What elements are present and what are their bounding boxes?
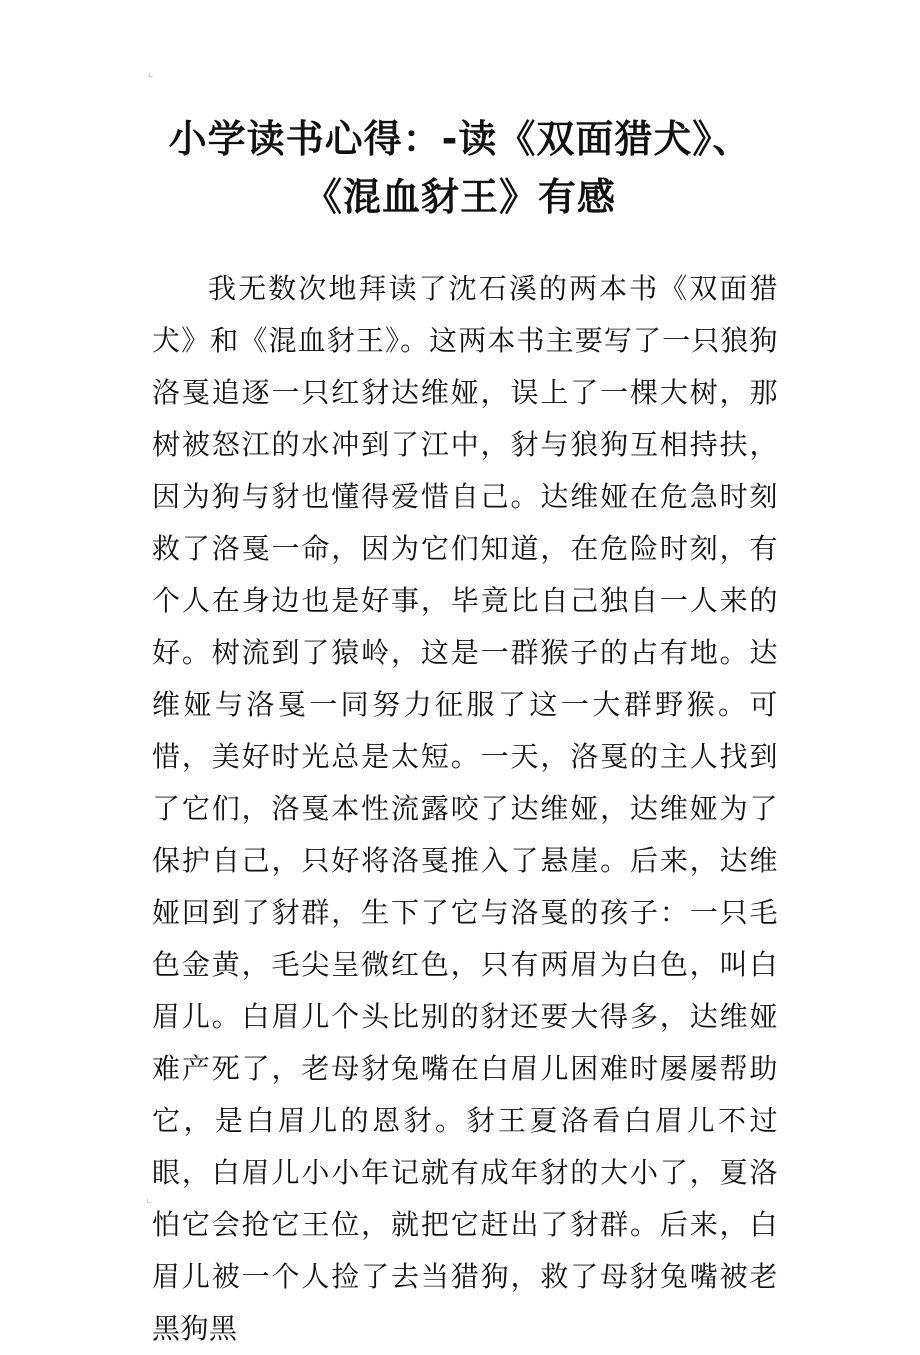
document-title: 小学读书心得：-读《双面猎犬》、《混血豺王》有感	[168, 117, 752, 219]
document-body-paragraph: 我无数次地拜读了沈石溪的两本书《双面猎犬》和《混血豺王》。这两本书主要写了一只狼狗洛戛追逐一只红豺达维娅，误上了一棵大树，那树被怒江的水冲到了江中，豺与狼狗互相持扶，因为狗与豺也懂得爱惜自己。达维娅在危急时刻救了洛戛一命，因为它们知道，在危险时刻，有个人在身边也是好事，毕竟比自己独自一人来的好。树流到了猿岭，这是一群猴子的占有地。达维娅与洛戛一同努力征服了这一大群野猴。可惜，美好时光总是太短。一天，洛戛的主人找到了它们，洛戛本性流露咬了达维娅，达维娅为了保护自己，只好将洛戛推入了悬崖。后来，达维娅回到了豺群，生下了它与洛戛的孩子：一只毛色金黄，毛尖呈微红色，只有两眉为白色，叫白眉儿。白眉儿个头比别的豺还要大得多，达维娅难产死了，老母豺兔嘴在白眉儿困难时屡屡帮助它，是白眉儿的恩豺。豺王夏洛看白眉儿不过眼，白眉儿小小年记就有成年豺的大小了，夏洛怕它会抢它王位，就把它赶出了豺群。后来，白眉儿被一个人捡了去当猎狗，救了母豺兔嘴被老黑狗黑	[152, 272, 778, 1345]
page-corner-mark-bottom: ⌞	[146, 1191, 152, 1205]
page-corner-mark-top: ⌞	[148, 65, 154, 79]
